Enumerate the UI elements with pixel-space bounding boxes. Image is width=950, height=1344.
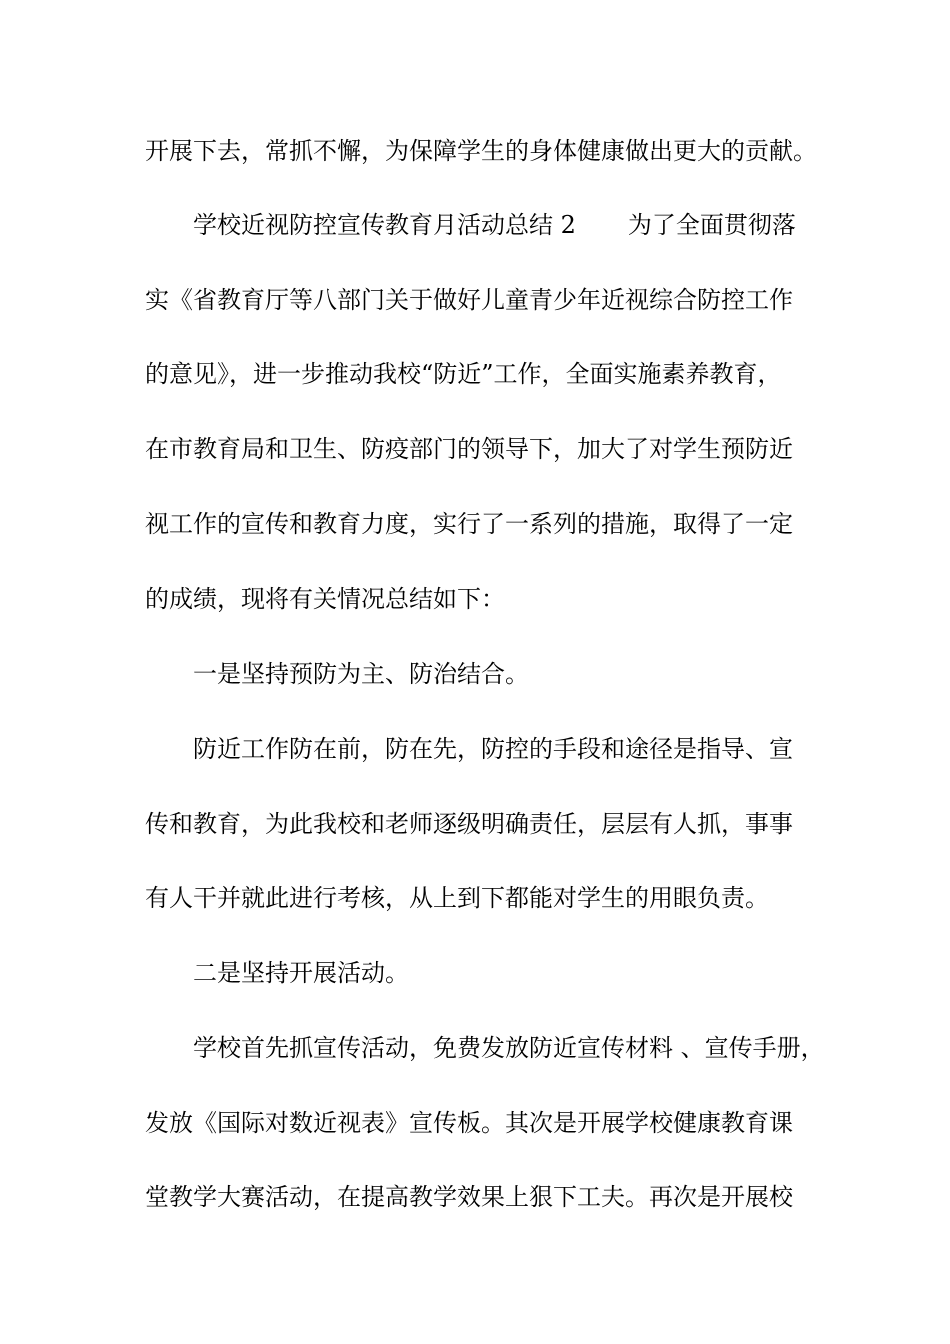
text-line-12: 发放《国际对数近视表》宣传板。其次是开展学校健康教育课: [145, 1109, 793, 1137]
section-title: 学校近视防控宣传教育月活动总结 2: [193, 211, 576, 239]
text-line-13: 堂教学大赛活动，在提高教学效果上狠下工夫。再次是开展校: [145, 1183, 793, 1211]
text-line-8: 防近工作防在前，防在先，防控的手段和途径是指导、宣: [193, 735, 793, 763]
heading-two: 二是坚持开展活动。: [193, 959, 409, 987]
text-line-11: 学校首先抓宣传活动，免费发放防近宣传材料 、宣传手册，: [193, 1034, 825, 1062]
text-line-6: 视工作的宣传和教育力度，实行了一系列的措施，取得了一定: [145, 510, 793, 538]
heading-one: 一是坚持预防为主、防治结合。: [193, 660, 529, 688]
text-line-1: 开展下去，常抓不懈，为保障学生的身体健康做出更大的贡献。: [145, 137, 817, 165]
text-line-4: 的意见》，进一步推动我校“防近”工作，全面实施素养教育，: [145, 360, 782, 388]
section-intro-start: 为了全面贯彻落: [627, 211, 796, 239]
text-line-9: 传和教育，为此我校和老师逐级明确责任，层层有人抓，事事: [145, 810, 793, 838]
text-line-10: 有人干并就此进行考核，从上到下都能对学生的用眼负责。: [145, 884, 769, 912]
text-line-7: 的成绩，现将有关情况总结如下：: [145, 585, 505, 613]
text-line-2: [193, 205, 873, 245]
text-line-5: 在市教育局和卫生、防疫部门的领导下，加大了对学生预防近: [145, 435, 793, 463]
text-line-3: 实《省教育厅等八部门关于做好儿童青少年近视综合防控工作: [145, 286, 793, 314]
